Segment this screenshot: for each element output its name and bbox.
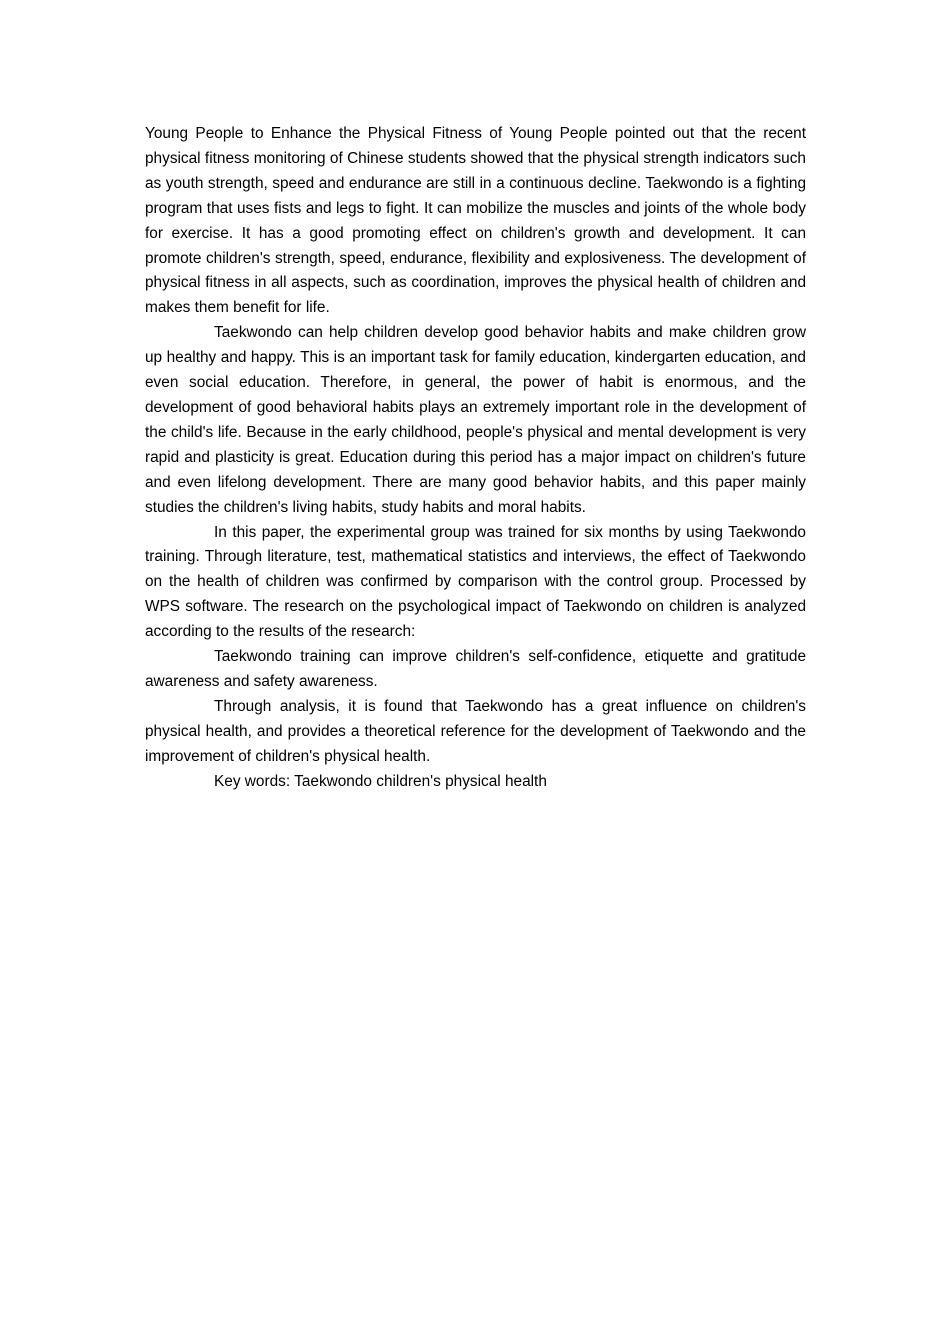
paragraph-fitness-decline: Young People to Enhance the Physical Fitness of Young People pointed out that the recent physical fitness monitoring of Chinese students showed that the physical strength indicators such as youth strength, speed and endurance are still in a continuous decline. Taekwondo is a fighting program that uses fists and legs to fight. It can mobilize the muscles and joints of the whole body for exercise. It has a good promoting effect on children's growth and development. It can promote children's strength, speed, endurance, flexibility and explosiveness. The development of physical fitness in all aspects, such as coordination, improves the physical health of children and makes them benefit for life. [145,125,806,317]
body-text [145,122,806,794]
keywords-line: Key words: Taekwondo children's physical health [214,772,547,790]
paragraph-experiment-method: In this paper, the experimental group was trained for six months by using Taekwondo training. Through literature, test, mathematical statistics and interviews, the effect of Taekwondo on the health of children was confirmed by comparison with the control group. Processed by WPS software. The research on the psychological impact of Taekwondo on children is analyzed according to the results of the research: [145,523,806,641]
paragraph-conclusion: Through analysis, it is found that Taekwondo has a great influence on children's physical health, and provides a theoretical reference for the development of Taekwondo and the improvement of children's physical health. [145,697,806,765]
paragraph-psychological-results: Taekwondo training can improve children's self-confidence, etiquette and gratitude awareness and safety awareness. [145,648,806,690]
paragraph-behavior-habits: Taekwondo can help children develop good behavior habits and make children grow up healthy and happy. This is an important task for family education, kindergarten education, and even social education. Therefore, in general, the power of habit is enormous, and the development of good behavioral habits plays an extremely important role in the development of the child's life. Because in the early childhood, people's physical and mental development is very rapid and plasticity is great. Education during this period has a major impact on children's future and even lifelong development. There are many good behavior habits, and this paper mainly studies the children's living habits, study habits and moral habits. [145,324,806,516]
